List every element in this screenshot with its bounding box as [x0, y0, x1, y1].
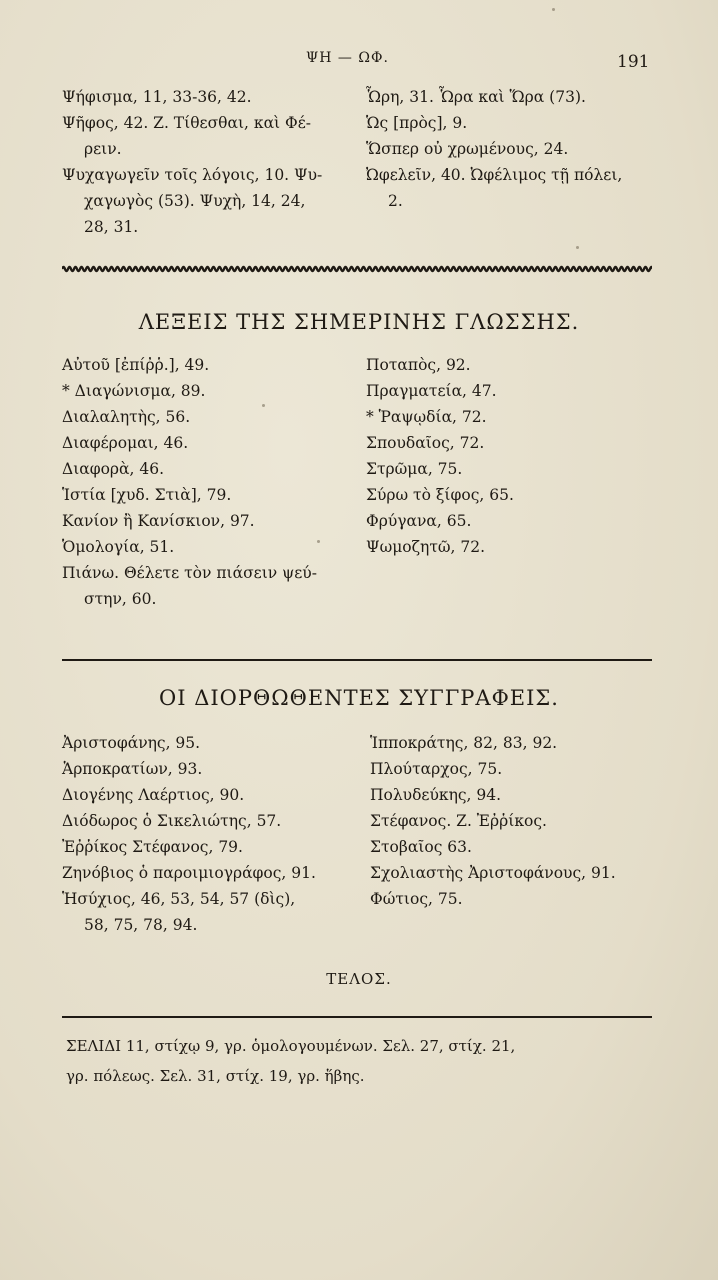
index-entry: Ζηνόβιος ὁ παροιμιογράφος, 91. — [62, 864, 316, 882]
wavy-ornament-divider — [62, 264, 652, 274]
index-entry: Φρύγανα, 65. — [366, 512, 472, 530]
index-entry: Ἱπποκράτης, 82, 83, 92. — [370, 734, 558, 752]
index-entry: Ψήφισμα, 11, 33-36, 42. — [62, 88, 252, 106]
index-entry: 2. — [388, 192, 403, 210]
paper-speck — [576, 246, 579, 249]
index-entry: Φώτιος, 75. — [370, 890, 463, 908]
paper-speck — [262, 404, 265, 407]
index-entry: Διογένης Λαέρτιος, 90. — [62, 786, 245, 804]
index-entry: Ψυχαγωγεῖν τοῖς λόγοις, 10. Ψυ- — [62, 166, 323, 184]
running-head: ΨΗ — ΩΦ. — [306, 50, 389, 66]
index-entry: Ὧρη, 31. Ὧρα καὶ Ὥρα (73). — [366, 88, 586, 106]
index-entry: Ποταπὸς, 92. — [366, 356, 471, 374]
page-number: 191 — [617, 52, 650, 72]
authors-right-column — [370, 730, 616, 912]
index-entry: Διαλαλητὴς, 56. — [62, 408, 191, 426]
section-heading-modern-words: ΛΕΞΕΙΣ ΤΗΣ ΣΗΜΕΡΙΝΗΣ ΓΛΩΣΣΗΣ. — [138, 310, 580, 334]
errata-divider-rule — [62, 1016, 652, 1018]
index-entry: Ψωμοζητῶ, 72. — [366, 538, 486, 556]
modern-words-left-column — [62, 352, 317, 612]
index-entry: Κανίον ἢ Κανίσκιον, 97. — [62, 512, 255, 530]
index-entry: Πραγματεία, 47. — [366, 382, 497, 400]
index-entry: Σχολιαστὴς Ἀριστοφάνους, 91. — [370, 864, 616, 882]
index-entry: Ἁρποκρατίων, 93. — [62, 760, 203, 778]
index-entry: ρειν. — [84, 140, 122, 158]
index-entry: Διαφορὰ, 46. — [62, 460, 165, 478]
index-entry: Ὁμολογία, 51. — [62, 538, 175, 556]
index-entry: * Διαγώνισμα, 89. — [62, 382, 206, 400]
authors-left-column — [62, 730, 316, 938]
index-entry: Σύρω τὸ ξίφος, 65. — [366, 486, 514, 504]
index-entry: Σπουδαῖος, 72. — [366, 434, 485, 452]
index-entry: Ἐῤῥίκος Στέφανος, 79. — [62, 838, 243, 856]
index-entry: Διόδωρος ὁ Σικελιώτης, 57. — [62, 812, 282, 830]
errata-block — [66, 1031, 656, 1091]
index-entry: Στρῶμα, 75. — [366, 460, 463, 478]
section-heading-corrected-authors: ΟΙ ΔΙΟΡΘΩΘΕΝΤΕΣ ΣΥΓΓΡΑΦΕΙΣ. — [159, 686, 559, 710]
section-divider-rule — [62, 659, 652, 661]
index-entry: Στοβαῖος 63. — [370, 838, 472, 856]
index-top-right-column — [366, 84, 622, 214]
paper-speck — [317, 540, 320, 543]
index-entry: Ἀριστοφάνης, 95. — [62, 734, 201, 752]
index-entry: Πολυδεύκης, 94. — [370, 786, 502, 804]
index-entry: Πιάνω. Θέλετε τὸν πιάσειν ψεύ- — [62, 564, 317, 582]
index-entry: Ἡσύχιος, 46, 53, 54, 57 (δὶς), — [62, 890, 296, 908]
index-entry: χαγωγὸς (53). Ψυχὴ, 14, 24, — [84, 192, 306, 210]
index-entry: * Ῥαψῳδία, 72. — [366, 408, 487, 426]
index-entry: Διαφέρομαι, 46. — [62, 434, 189, 452]
index-entry: Ὥσπερ οὐ χρωμένους, 24. — [366, 140, 569, 158]
index-entry: Πλούταρχος, 75. — [370, 760, 503, 778]
index-entry: στην, 60. — [84, 590, 157, 608]
index-top-left-column — [62, 84, 322, 240]
index-entry: Αὐτοῦ [ἐπίῤῥ.], 49. — [62, 356, 210, 374]
index-entry: 28, 31. — [84, 218, 139, 236]
index-entry: 58, 75, 78, 94. — [84, 916, 198, 934]
index-entry: Ὡς [πρὸς], 9. — [366, 114, 468, 132]
modern-words-right-column — [366, 352, 514, 560]
errata-line: ΣΕΛΙΔΙ 11, στίχῳ 9, γρ. ὁμολογουμένων. Σελ. 27, στίχ. 21, — [66, 1037, 516, 1055]
index-entry: Ἱστία [χυδ. Στιὰ], 79. — [62, 486, 232, 504]
index-entry: Ὠφελεῖν, 40. Ὠφέλιμος τῇ πόλει, — [366, 166, 623, 184]
index-entry: Στέφανος. Ζ. Ἐῤῥίκος. — [370, 812, 547, 830]
end-word: ΤΕΛΟΣ. — [326, 970, 392, 988]
errata-line: γρ. πόλεως. Σελ. 31, στίχ. 19, γρ. ἥβης. — [66, 1067, 365, 1085]
index-entry: Ψῆφος, 42. Ζ. Τίθεσθαι, καὶ Φέ- — [62, 114, 312, 132]
paper-speck — [552, 8, 555, 11]
